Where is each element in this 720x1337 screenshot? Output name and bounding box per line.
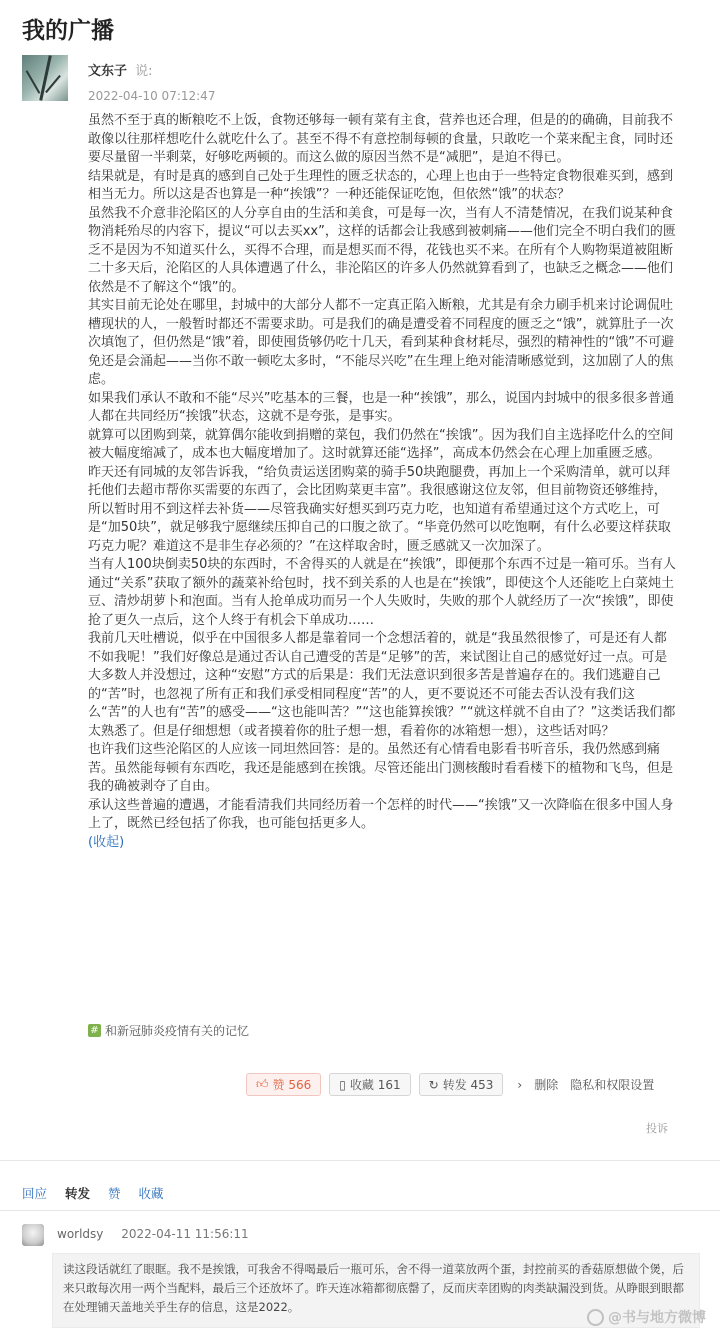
comment-time: 2022-04-11 11:56:11 <box>121 1227 249 1241</box>
repost-button[interactable] <box>419 1073 504 1096</box>
author-name[interactable]: 文东子 <box>88 64 128 79</box>
delete-link[interactable]: 删除 <box>534 1078 559 1092</box>
like-button[interactable] <box>246 1073 321 1096</box>
topic-tag[interactable] <box>88 1022 249 1039</box>
weibo-logo-icon <box>587 1309 604 1326</box>
paragraph: 结果就是，有时是真的感到自己处于生理性的匮乏状态的，心理上也由于一些特定食物很难买到，感到相当无力。所以这是否也算是一种“挨饿”？一种还能保证吃饱，但依然“饿”的状态？ <box>88 168 674 202</box>
divider <box>0 1210 720 1211</box>
collect-label: 收藏 161 <box>349 1078 401 1092</box>
tab-collects[interactable]: 收藏 <box>138 1186 164 1201</box>
reaction-tabs <box>22 1184 164 1202</box>
paragraph: 昨天还有同城的友邻告诉我，“给负责运送团购菜的骑手50块跑腿费，再加上一个采购清单，就可以拜托他们去超市帮你买需要的东西了，会比团购菜更丰富”。我很感谢这位友邻，但目前物资还够维持，所以暂时用不到这样去补货——尽管我确实好想买到巧克力吃，也知道有希望通过这个方式吃上，可是“加50块”，就足够我宁愿继续压抑自己的口腹之欲了。“毕竟仍然可以吃饱啊，有什么必要这样获取巧克力呢？难道这不是非生存必须的？”在这样取舍时，匮乏感就又一次加深了。 <box>88 464 671 554</box>
paragraph: 也许我们这些沦陷区的人应该一同坦然回答：是的。虽然还有心情看电影看书听音乐，我仍然感到痛苦。虽然能每顿有东西吃，我还是能感到在挨饿。尽管还能出门测核酸时看看楼下的植物和飞鸟，但是我的确被剥夺了自由。 <box>88 742 674 794</box>
bookmark-icon: ▯ <box>339 1077 346 1092</box>
paragraph: 当有人100块倒卖50块的东西时，不舍得买的人就是在“挨饿”，即便那个东西不过是一箱可乐。当有人通过“关系”获取了额外的蔬菜补给包时，找不到关系的人也是在“挨饿”，即使这个人还能吃上白菜炖土豆、清炒胡萝卜和泡面。当有人抢单成功而另一个人失败时，失败的那个人就经历了一次“挨饿”，即使抢了更久一点后，这个人终于有机会下单成功…… <box>88 557 676 628</box>
comment-user[interactable]: worldsy <box>57 1227 104 1241</box>
tab-likes[interactable]: 赞 <box>108 1186 121 1201</box>
report-link[interactable]: 投诉 <box>646 1122 668 1135</box>
repost-label: 转发 453 <box>442 1078 494 1092</box>
paragraph: 虽然我不介意非沦陷区的人分享自由的生活和美食，可是每一次，当有人不清楚情况，在我们说某种食物消耗殆尽的内容下，提议“可以去买xx”，这样的话都会让我感到被刺痛——他们完全不明白我们的匮乏不是因为不知道买什么，买得不合理，而是想买而不得，花钱也买不来。在所有个人购物渠道被阻断二十多天后，沦陷区的人具体遭遇了什么，非沦陷区的许多人仍然就算看到了，也缺乏之概念——他们依然是不了解这个“饿”的。 <box>88 205 676 295</box>
tab-replies[interactable]: 回应 <box>22 1186 48 1201</box>
watermark-text: @书与地方微博 <box>608 1310 706 1326</box>
tab-reposts[interactable]: 转发 <box>65 1186 91 1201</box>
topic-label: 和新冠肺炎疫情有关的记忆 <box>105 1024 250 1038</box>
thumbs-up-icon: 👍︎ <box>256 1077 269 1091</box>
hashtag-icon: # <box>88 1024 101 1037</box>
paragraph: 虽然不至于真的断粮吃不上饭，食物还够每一顿有菜有主食，营养也还合理，但是的的确确，目前我不敢像以往那样想吃什么就吃什么了。甚至不得不有意控制每顿的食量，只敢吃一个菜来配主食，同时还要尽量留一半剩菜，好够吃两顿的。而这么做的原因当然不是“减肥”，是迫不得已。 <box>88 113 674 165</box>
like-label: 赞 566 <box>272 1078 312 1092</box>
more-arrow-icon[interactable]: › <box>517 1077 523 1092</box>
comment-avatar[interactable] <box>22 1224 44 1246</box>
divider <box>0 1160 720 1161</box>
watermark <box>587 1307 706 1327</box>
paragraph: 如果我们承认不敢和不能“尽兴”吃基本的三餐，也是一种“挨饿”，那么，说国内封城中的很多很多普通人都在共同经历“挨饿”状态，这就不是夸张，是事实。 <box>88 390 674 424</box>
action-bar <box>246 1073 654 1096</box>
collapse-link[interactable]: (收起) <box>88 834 125 850</box>
paragraph: 其实目前无论处在哪里，封城中的大部分人都不一定真正陷入断粮，尤其是有余力刷手机来讨论调侃吐槽现状的人，一般暂时都还不需要求助。可是我们的确是遭受着不同程度的匮乏之“饿”，就算肚子一次次填饱了，但仍然是“饿”着，即使囤货够仍吃十几天，看到某种食材耗尽，强烈的精神性的“饿”不可避免还是会涌起——当你不敢一顿吃太多时，“不能尽兴吃”在生理上绝对能清晰感觉到，这加剧了人的焦虑。 <box>88 298 674 387</box>
post-time: 2022-04-10 07:12:47 <box>88 89 216 103</box>
comment-meta <box>57 1227 249 1241</box>
paragraph: 就算可以团购到菜，就算偶尔能收到捐赠的菜包，我们仍然在“挨饿”。因为我们自主选择吃什么的空间被大幅度缩减了，成本也大幅度增加了。这时就算还能“选择”，高成本仍然会在心理上加重匮乏感。 <box>88 427 674 461</box>
post-author <box>88 60 153 79</box>
repost-icon: ↻ <box>428 1077 439 1092</box>
paragraph: 承认这些普遍的遭遇，才能看清我们共同经历着一个怎样的时代——“挨饿”又一次降临在很多中国人身上了，既然已经包括了你我，也可能包括更多人。 <box>88 797 674 831</box>
privacy-settings-link[interactable]: 隐私和权限设置 <box>570 1078 655 1092</box>
post-content <box>88 112 676 852</box>
comment-text: 读这段话就红了眼眶。我不是挨饿，可我舍不得喝最后一瓶可乐，舍不得一道菜放两个蛋，封控前买的香菇原想做个煲，后来只敢每次用一两个当配料，最后三个还放坏了。昨天连冰箱都彻底罄了，反而庆幸团购的肉类缺漏没到货。从睁眼到眼都在处理铺天盖地关乎生存的信息，这是2022。 <box>52 1253 700 1328</box>
page-title: 我的广播 <box>22 18 114 44</box>
paragraph: 我前几天吐槽说，似乎在中国很多人都是靠着同一个念想活着的，就是“我虽然很惨了，可是还有人都不如我呢！”我们好像总是通过否认自己遭受的苦是“足够”的苦，来试图让自己的感觉好过一点。可是大多数人并没想过，这种“安慰”方式的后果是：我们无法意识到很多苦是普遍存在的。我们逃避自己的“苦”时，也忽视了所有正和我们承受相同程度“苦”的人，更不要说还不可能去否认没有我们这么“苦”的人也有“苦”的感受——“这也能叫苦？”“这也能算挨饿？”“就这样就不自由了？”这类话我们都太熟悉了。但是仔细想想（或者摸着你的肚子想一想，看着你的冰箱想一想），这些话对吗？ <box>88 631 676 739</box>
says-label: 说: <box>135 64 153 79</box>
collect-button[interactable] <box>329 1073 410 1096</box>
avatar[interactable] <box>22 55 68 101</box>
